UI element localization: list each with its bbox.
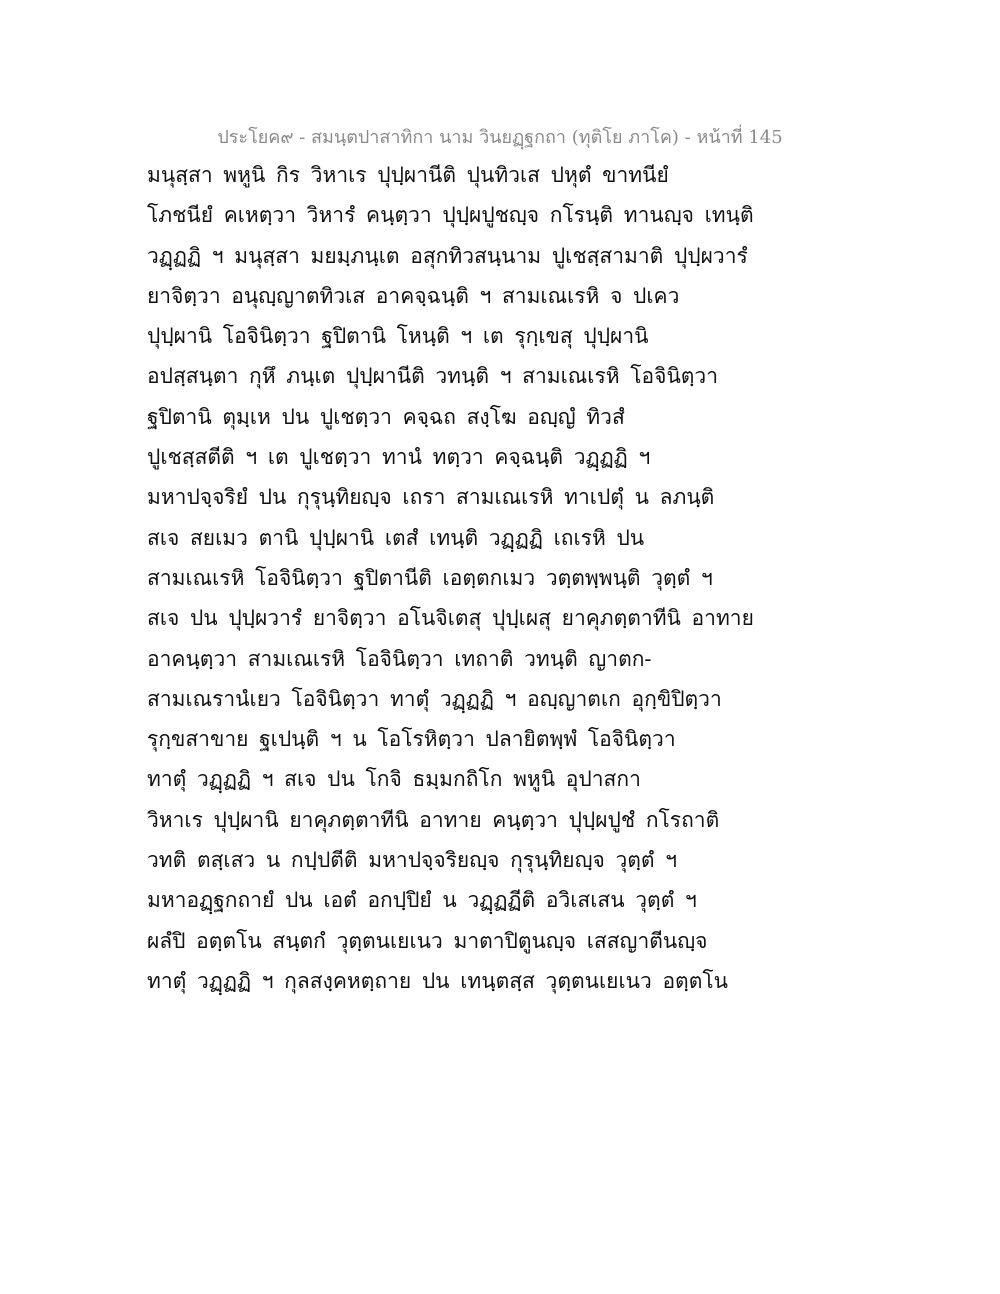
text-line: ปุปฺผานิ โอจินิตฺวา ฐปิตานิ โหนฺติ ฯ เต รุกฺเขสุ ปุปฺผานิ xyxy=(147,324,649,349)
text-line: ปูเชสฺสตีติ ฯ เต ปูเชตฺวา ทานํ ทตฺวา คจฺฉนฺติ วฏฺฏฏิ ฯ xyxy=(147,445,651,470)
text-line: อาคนฺตฺวา สามเณเรหิ โอจินิตฺวา เทถาติ วทนฺติ ญาตก- xyxy=(147,646,652,671)
text-line: มหาปจฺจริยํ ปน กุรุนฺทิยญฺจ เถรา สามเณเรหิ ทาเปตุํ น ลภนฺติ xyxy=(147,485,715,510)
text-line: รุกฺขสาขาย ฐเปนฺติ ฯ น โอโรหิตฺวา ปลายิตพฺพํ โอจินิตฺวา xyxy=(147,727,676,752)
text-line: สามเณเรหิ โอจินิตฺวา ฐปิตานีติ เอตฺตกเมว วตฺตพฺพนฺติ วุตฺตํ ฯ xyxy=(147,565,713,590)
text-line: ทาตุํ วฏฺฏฏิ ฯ กุลสงฺคหตฺถาย ปน เทนฺตสฺส วุตฺตนเยเนว อตฺตโน xyxy=(147,968,728,993)
text-line: วฏฺฏฏิ ฯ มนุสฺสา มยมฺภนฺเต อสุกทิวสนฺนาม ปูเชสฺสามาติ ปุปฺผวารํ xyxy=(147,243,748,268)
text-line: วิหาเร ปุปฺผานิ ยาคุภตฺตาทีนิ อาทาย คนฺตฺวา ปุปฺผปูชํ กโรถาติ xyxy=(147,807,720,832)
text-line: ฐปิตานิ ตุมฺเห ปน ปูเชตฺวา คจฺฉถ สงฺโฆ อญฺญํ ทิวสํ xyxy=(147,404,625,429)
text-line: สามเณรานํเยว โอจินิตฺวา ทาตุํ วฏฺฏฏิ ฯ อญฺญาตเก อุกฺขิปิตฺวา xyxy=(147,686,722,711)
text-line: สเจ สยเมว ตานิ ปุปฺผานิ เตสํ เทนฺติ วฏฺฏฏิ เถเรหิ ปน xyxy=(147,525,645,550)
text-line: มนุสฺสา พหูนิ กิร วิหาเร ปุปฺผานีติ ปุนทิวเส ปหุตํ ขาทนียํ xyxy=(147,163,669,187)
text-line: โภชนียํ คเหตฺวา วิหารํ คนฺตฺวา ปุปฺผปูชญฺจ กโรนฺติ ทานญฺจ เทนฺติ xyxy=(147,203,754,228)
text-line: ผลํปิ อตฺตโน สนฺตกํ วุตฺตนเยเนว มาตาปิตูนญฺจ เสสญาตีนญฺจ xyxy=(147,928,708,953)
text-line: ทาตุํ วฏฺฏฏิ ฯ สเจ ปน โกจิ ธมฺมกถิโก พหูนิ อุปาสกา xyxy=(147,767,641,792)
text-line: อปสฺสนฺตา กุหึ ภนฺเต ปุปฺผานีติ วทนฺติ ฯ สามเณเรหิ โอจินิตฺวา xyxy=(147,364,719,389)
text-line: สเจ ปน ปุปฺผวารํ ยาจิตฺวา อโนจิเตสุ ปุปฺเผสุ ยาคุภตฺตาทีนิ อาทาย xyxy=(147,606,754,631)
running-header: ประโยค๙ - สมนฺตปาสาทิกา นาม วินยฏฺฐกถา (ทุติโย ภาโค) - หน้าที่ 145 xyxy=(217,127,783,148)
body-text xyxy=(147,155,867,1001)
text-line: ยาจิตฺวา อนุญฺญาตทิวเส อาคจฺฉนฺติ ฯ สามเณเรหิ จ ปเคว xyxy=(147,283,680,308)
text-line: วทติ ตสฺเสว น กปฺปตีติ มหาปจฺจริยญฺจ กุรุนฺทิยญฺจ วุตฺตํ ฯ xyxy=(147,848,678,873)
text-line: มหาอฏฺฐกถายํ ปน เอตํ อกปฺปิยํ น วฏฺฏฏีติ อวิเสเสน วุตฺตํ ฯ xyxy=(147,888,697,913)
